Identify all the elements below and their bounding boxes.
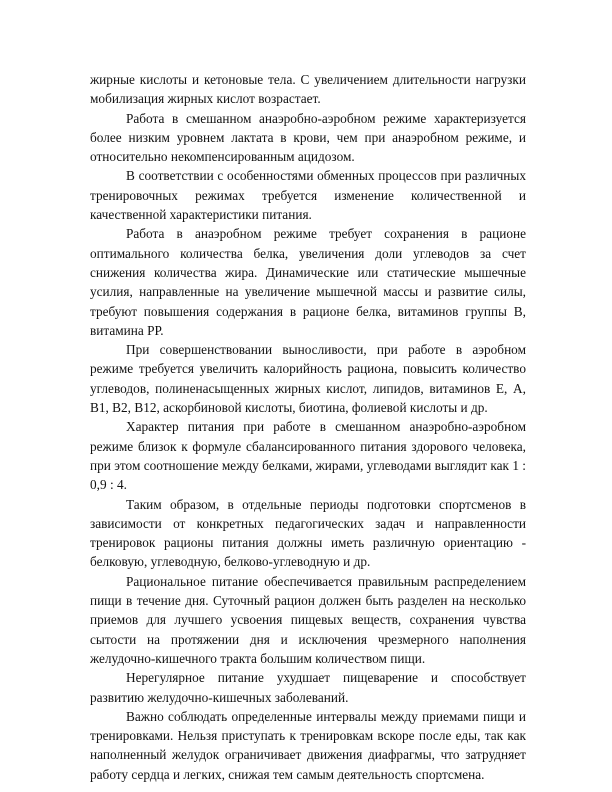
paragraph: Рациональное питание обеспечивается правильным распределением пищи в течение дня. Суточный рацион должен быть разделен на несколько приемов для лучшего усвоения пищевых веществ, сохранения чувства сытости на протяжении дня и исключения чрезмерного наполнения желудочно-кишечного тракта большим количеством пищи. <box>90 573 526 666</box>
paragraph: Нерегулярное питание ухудшает пищеварение и способствует развитию желудочно-кишечных заболеваний. <box>90 670 526 705</box>
paragraph: Работа в анаэробном режиме требует сохранения в рационе оптимального количества белка, увеличения доли углеводов за счет снижения количества жира. Динамические или статические мышечные усилия, направленные на увеличение мышечной массы и развитие силы, требуют повышения содержания в рационе белка, витаминов группы В, витамина РР. <box>90 226 526 338</box>
paragraph: Работа в смешанном анаэробно-аэробном режиме характеризуется более низким уровнем лактата в крови, чем при анаэробном режиме, и относительно некомпенсированным ацидозом. <box>90 110 526 165</box>
paragraph: Характер питания при работе в смешанном анаэробно-аэробном режиме близок к формуле сбалансированного питания здорового человека, при этом соотношение между белками, жирами, углеводами выглядит как 1 : 0,9 : 4. <box>90 419 526 493</box>
paragraph: При совершенствовании выносливости, при работе в аэробном режиме требуется увеличить калорийность рациона, повысить количество углеводов, полиненасыщенных жирных кислот, липидов, витаминов Е, А, В1, В2, В12, аскорбиновой кислоты, биотина, фолиевой кислоты и др. <box>90 342 526 416</box>
paragraph: Важно соблюдать определенные интервалы между приемами пищи и тренировками. Нельзя приступать к тренировкам вскоре после еды, так как наполненный желудок ограничивает движения диафрагмы, что затрудняет работу сердца и легких, снижая тем самым деятельность спортсмена. <box>90 708 526 782</box>
paragraph: Таким образом, в отдельные периоды подготовки спортсменов в зависимости от конкретных педагогических задач и направленности тренировок рационы питания должны иметь различную ориентацию - белковую, углеводную, белково-углеводную и др. <box>90 496 526 570</box>
document-page <box>90 70 526 784</box>
paragraph-continued: жирные кислоты и кетоновые тела. С увеличением длительности нагрузки мобилизация жирных кислот возрастает. <box>90 72 526 107</box>
paragraph: В соответствии с особенностями обменных процессов при различных тренировочных режимах требуется изменение количественной и качественной характеристики питания. <box>90 168 526 223</box>
